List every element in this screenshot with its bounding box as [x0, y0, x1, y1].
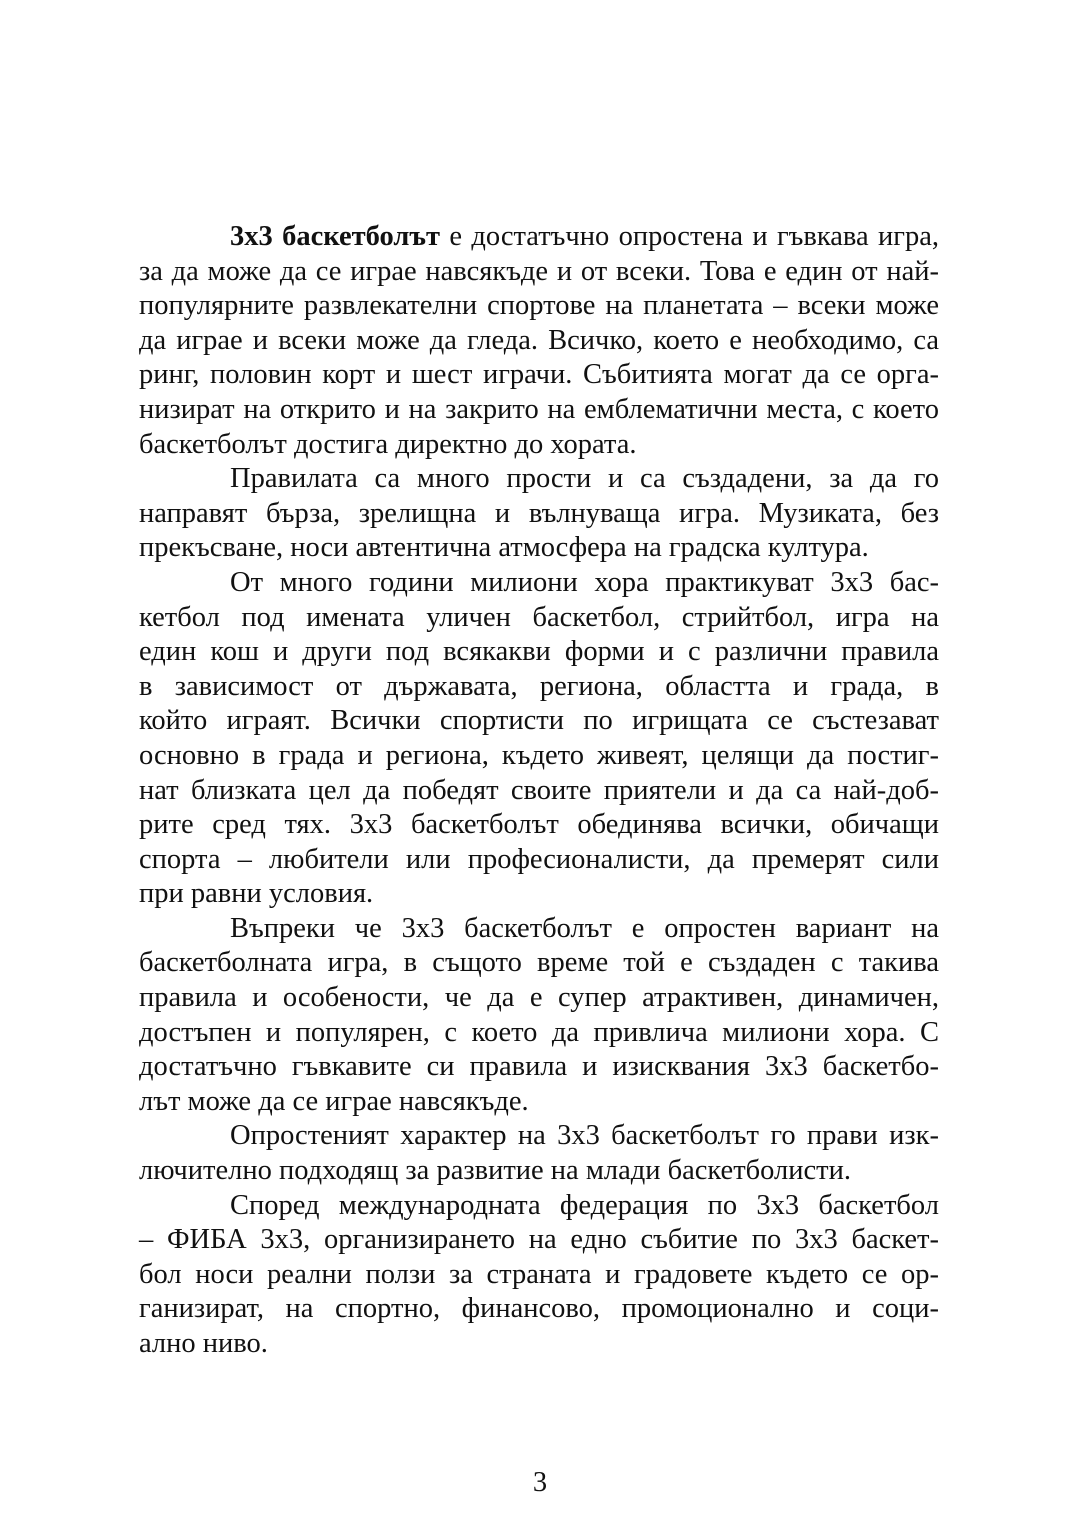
text-line: Опростеният характер на 3х3 баскетболът го прави изк- [230, 1120, 939, 1152]
text-line: основно в града и региона, където живеят, целящи да постиг- [139, 739, 939, 771]
text-line: ално ниво. [139, 1328, 268, 1359]
text-line: Правилата са много прости и са създадени, за да го [230, 463, 939, 495]
text-line: От много години милиони хора практикуват 3х3 бас- [230, 566, 939, 598]
bold-term: 3х3 баскетболът [230, 221, 440, 252]
text-line: баскетболната игра, в същото време той е създаден с такива [139, 947, 939, 979]
text-line: лът може да се играе навсякъде. [139, 1085, 529, 1117]
text-line: кетбол под имената уличен баскетбол, стрийтбол, игра на [139, 601, 939, 633]
text-line: бол носи реални ползи за страната и градовете където се ор- [139, 1258, 939, 1290]
text-line: баскетболът достига директно до хората. [139, 428, 637, 460]
paragraph-3 [139, 566, 939, 912]
text-line: низират на открито и на закрито на емблематични места, с което [139, 393, 939, 425]
text-line: достъпен и популярен, с което да привлича милиони хора. С [139, 1016, 939, 1048]
text-line: ганизират, на спортно, финансово, промоционално и соци- [139, 1293, 939, 1325]
text-line: прекъсване, носи автентична атмосфера на градска култура. [139, 532, 869, 564]
text-line: Въпреки че 3х3 баскетболът е опростен вариант на [230, 912, 939, 944]
text-line: при равни условия. [139, 878, 374, 910]
text-line: нат близката цел да победят своите приятели и да са най-доб- [139, 774, 939, 806]
body-text [139, 220, 939, 1362]
paragraph-2 [139, 462, 939, 566]
text-line: да играе и всеки може да гледа. Всичко, което е необходимо, са [139, 324, 939, 356]
paragraph-1 [139, 220, 939, 462]
text-line: един кош и други под всякакви форми и с различни правила [139, 636, 939, 668]
text-line: рите сред тях. 3х3 баскетболът обединява всички, обичащи [139, 809, 939, 841]
text-line: правила и особености, че да е супер атрактивен, динамичен, [139, 982, 939, 1014]
text-line: 3х3 баскетболът е достатъчно опростена и гъвкава игра, [230, 221, 939, 252]
text-line: за да може да се играе навсякъде и от всеки. Това е един от най- [139, 255, 939, 287]
paragraph-5 [139, 1119, 939, 1188]
text-line: ринг, половин корт и шест играчи. Събитията могат да се орга- [139, 359, 939, 391]
page-number: 3 [532, 1467, 548, 1498]
text-line: спорта – любители или професионалисти, да премерят сили [139, 843, 939, 875]
text-line: Според международната федерация по 3х3 баскетбол [230, 1189, 939, 1221]
text-line: направят бърза, зрелищна и вълнуваща игра. Музиката, без [139, 497, 939, 529]
text-line: в зависимост от държавата, региона, областта и града, в [139, 670, 939, 702]
paragraph-4 [139, 912, 939, 1120]
text-line: лючително подходящ за развитие на млади баскетболисти. [139, 1155, 851, 1187]
text-line: който играят. Всички спортисти по игрищата се състезават [139, 705, 939, 737]
text-line: популярните развлекателни спортове на планетата – всеки може [139, 290, 939, 322]
paragraph-6 [139, 1189, 939, 1362]
text-line: – ФИБА 3х3, организирането на едно събитие по 3х3 баскет- [139, 1224, 939, 1256]
text-line: достатъчно гъвкавите си правила и изисквания 3х3 баскетбо- [139, 1051, 939, 1083]
